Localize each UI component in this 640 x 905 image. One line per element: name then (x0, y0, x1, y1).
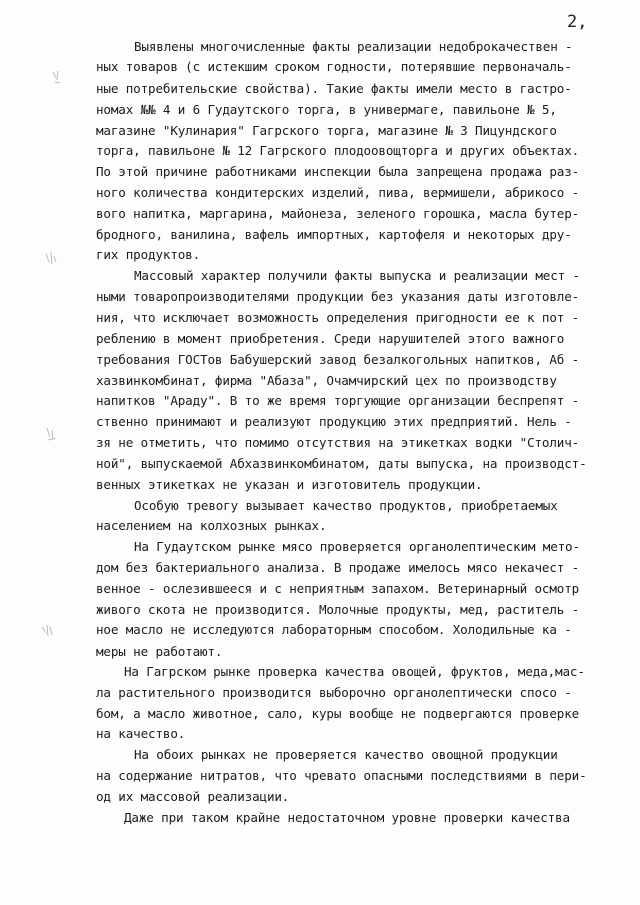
page-number: 2, (567, 12, 588, 32)
text-line: венных этикетках не указан и изготовитель продукции. (96, 477, 483, 492)
text-line: ственно принимают и реализуют продукцию этих предприятий. Нель - (96, 414, 572, 429)
text-line: на качество. (96, 726, 186, 741)
text-line: од их массовой реализации. (96, 789, 290, 804)
text-line: Массовый характер получили факты выпуска и реализации мест - (134, 268, 580, 283)
text-line: хазвинкомбинат, фирма "Абаза", Очамчирский цех по производству (96, 373, 557, 388)
text-line: ное масло не исследуются лабораторным способом. Холодильные ка - (96, 622, 572, 637)
text-line: торга, павильоне № 12 Гагрского плодоовощторга и других объектах. (96, 143, 580, 158)
text-line: зя не отметить, что помимо отсутствия на этикетках водки "Столич- (96, 435, 580, 450)
text-line: На Гагрском рынке проверка качества овощей, фруктов, меда,мас- (124, 664, 585, 679)
text-line: населением на колхозных рынках. (96, 518, 327, 533)
text-line: Особую тревогу вызывает качество продуктов, приобретаемых (134, 498, 558, 513)
text-line: на содержание нитратов, что чревато опасными последствиями в пери- (96, 768, 587, 783)
text-line: венное - ослезившееся и с неприятным запахом. Ветеринарный осмотр (96, 581, 580, 596)
text-line: На Гудаутском рынке мясо проверяется органолептическим мето- (134, 539, 580, 554)
text-line: бом, а масло животное, сало, куры вообще не подвергаются проверке (96, 706, 580, 721)
text-line: ния, что исключает возможность определения пригодности ее к пот - (96, 310, 580, 325)
text-line: магазине "Кулинария" Гагрского торга, магазине № 3 Пицундского (96, 123, 557, 138)
text-line: ла растительного производится выборочно органолептически спосо - (96, 685, 572, 700)
text-line: напитков "Араду". В то же время торгующие организации беспрепят - (96, 393, 580, 408)
pencil-mark-icon (40, 622, 54, 640)
pencil-mark-icon (44, 425, 58, 443)
text-line: ные потребительские свойства). Такие факты имели место в гастро- (96, 81, 572, 96)
text-line: На обоих рынках не проверяется качество овощной продукции (134, 747, 558, 762)
text-line: ного количества кондитерских изделий, пива, вермишели, абрикосо - (96, 185, 580, 200)
text-line: бродного, ванилина, вафель импортных, картофеля и некоторых дру- (96, 227, 572, 242)
text-line: вого напитка, маргарина, майонеза, зеленого горошка, масла бутер- (96, 206, 580, 221)
text-line: По этой причине работниками инспекции была запрещена продажа раз- (96, 164, 580, 179)
text-line: реблению в момент приобретения. Среди нарушителей этого важного (96, 331, 565, 346)
text-line: Выявлены многочисленные факты реализации недоброкачествен - (134, 39, 573, 54)
pencil-mark-icon (44, 250, 58, 268)
text-line: ными товаропроизводителями продукции без указания даты изготовле- (96, 289, 580, 304)
text-line: меры не работают. (96, 644, 223, 659)
pencil-mark-icon (50, 68, 64, 86)
text-line: ной", выпускаемой Абхазвинкомбинатом, даты выпуска, на производст- (96, 456, 587, 471)
text-line: Даже при таком крайне недостаточном уровне проверки качества (124, 810, 570, 825)
text-line: живого скота не производится. Молочные продукты, мед, раститель - (96, 602, 580, 617)
text-line: дом без бактериального анализа. В продаже имелось мясо некачест - (96, 560, 580, 575)
text-line: номах №№ 4 и 6 Гудаутского торга, в универмаге, павильоне № 5, (96, 102, 557, 117)
text-line: ных товаров (с истекшим сроком годности, потерявшие первоначаль- (96, 59, 572, 74)
text-line: гих продуктов. (96, 247, 201, 262)
text-line: требования ГОСТов Бабушерский завод безалкогольных напитков, Аб - (96, 352, 580, 367)
